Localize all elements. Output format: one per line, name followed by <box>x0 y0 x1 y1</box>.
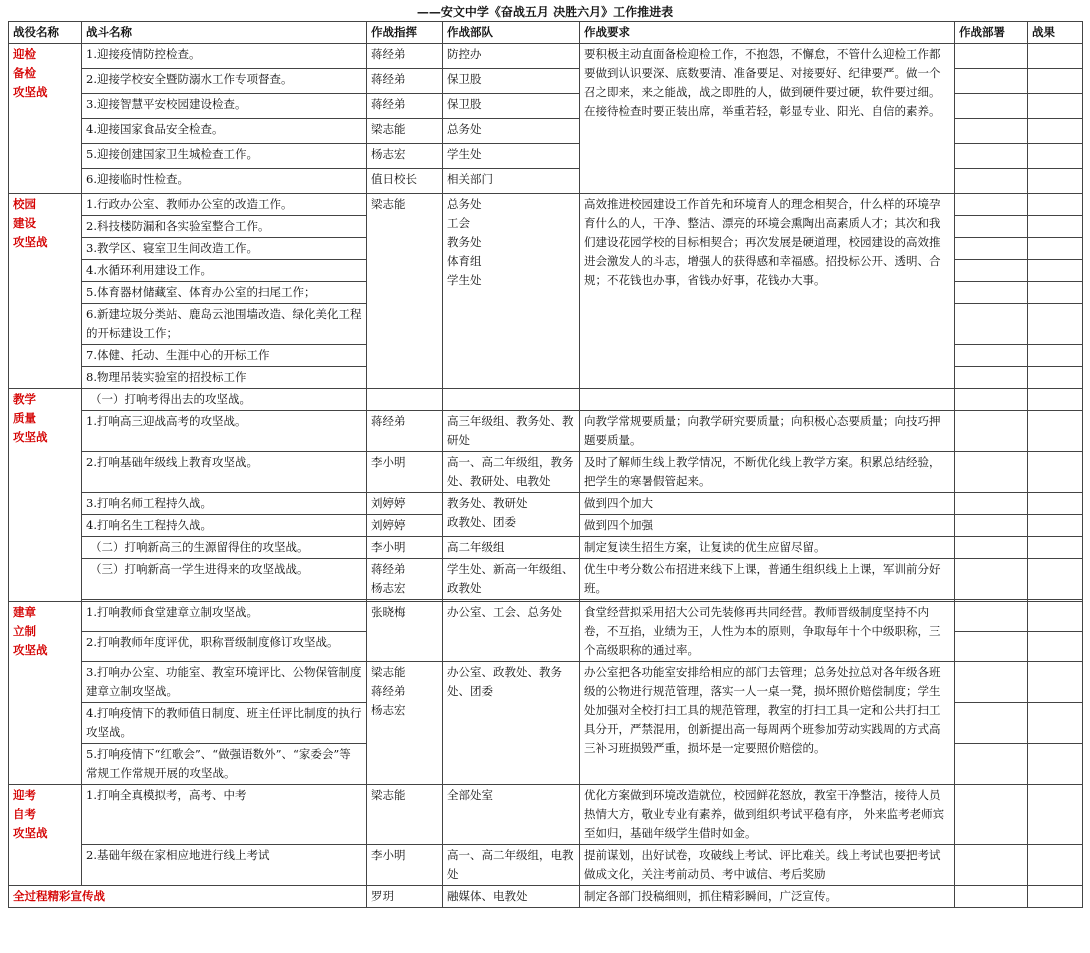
deployment-cell <box>955 69 1028 94</box>
requirement-cell: 做到四个加强 <box>580 515 955 537</box>
battle-name: 8.物理吊装实验室的招投标工作 <box>82 367 367 389</box>
battle-name: 5.体育器材储藏室、体育办公室的扫尾工作； <box>82 282 367 304</box>
deployment-cell <box>955 44 1028 69</box>
result-cell <box>1028 602 1083 632</box>
table-row <box>9 662 1083 703</box>
result-cell <box>1028 559 1083 600</box>
battle-name: 5.迎接创建国家卫生城检查工作。 <box>82 144 367 169</box>
table-row <box>9 44 1083 69</box>
document-title: ——安文中学《奋战五月 决胜六月》工作推进表 <box>416 5 674 19</box>
battle-name: 7.体健、托动、生涯中心的开标工作 <box>82 345 367 367</box>
campaign-name: 迎考 自考 攻坚战 <box>9 785 82 886</box>
header-deployment: 作战部署 <box>955 22 1028 44</box>
deployment-cell <box>955 119 1028 144</box>
deployment-cell <box>955 602 1028 632</box>
result-cell <box>1028 345 1083 367</box>
header-requirement: 作战要求 <box>580 22 955 44</box>
requirement-cell: 高效推进校园建设工作首先和环境育人的理念相契合，什么样的环境孕育什么的人，干净、整洁、漂亮的环境会熏陶出高素质人才；其次和我们建设花园学校的目标相契合；再次发展是硬道理，校园建设的高效推进会激发人的斗志，增强人的获得感和幸福感。招投标公开、透明、合规；不花钱也办事，省钱办好事，花钱办大事。 <box>580 194 955 389</box>
battle-name: 1.打响高三迎战高考的攻坚战。 <box>82 411 367 452</box>
result-cell <box>1028 144 1083 169</box>
header-result: 战果 <box>1028 22 1083 44</box>
team-cell: 学生处、新高一年级组、政教处 <box>443 559 580 600</box>
requirement-cell: 食堂经营拟采用招大公司先装修再共同经营。教师晋级制度坚持不内卷，不互掐，业绩为王，人性为本的原则，争取每年十个中级职称，三个高级职称的通过率。 <box>580 602 955 662</box>
table-row <box>9 886 1083 908</box>
deployment-cell <box>955 389 1028 411</box>
team-cell: 高一、高二年级组，电教处 <box>443 845 580 886</box>
team-cell: 保卫股 <box>443 69 580 94</box>
battle-name: 6.新建垃圾分类站、鹿岛云池围墙改造、绿化美化工程的开标建设工作； <box>82 304 367 345</box>
campaign-name: 建章 立制 攻坚战 <box>9 602 82 785</box>
result-cell <box>1028 304 1083 345</box>
campaign-name: 全过程精彩宣传战 <box>9 886 367 908</box>
battle-name: 5.打响疫情下“红歌会”、“做强语数外”、“家委会”等常规工作常规开展的攻坚战。 <box>82 744 367 785</box>
deployment-cell <box>955 452 1028 493</box>
battle-section: （一）打响考得出去的攻坚战。 <box>82 389 367 411</box>
battle-name: 3.打响办公室、功能室、教室环境评比、公物保管制度建章立制攻坚战。 <box>82 662 367 703</box>
result-cell <box>1028 537 1083 559</box>
deployment-cell <box>955 632 1028 662</box>
deployment-cell <box>955 411 1028 452</box>
commander-cell: 值日校长 <box>367 169 443 194</box>
commander-cell: 蒋经弟 <box>367 94 443 119</box>
result-cell <box>1028 367 1083 389</box>
battle-name: 3.打响名师工程持久战。 <box>82 493 367 515</box>
battle-name: 3.教学区、寝室卫生间改造工作。 <box>82 238 367 260</box>
commander-cell: 李小明 <box>367 845 443 886</box>
requirement-cell: 制定复读生招生方案，让复读的优生应留尽留。 <box>580 537 955 559</box>
commander-cell: 蒋经弟 <box>367 69 443 94</box>
result-cell <box>1028 703 1083 744</box>
battle-name: 2.科技楼防漏和各实验室整合工作。 <box>82 216 367 238</box>
deployment-cell <box>955 493 1028 515</box>
result-cell <box>1028 662 1083 703</box>
commander-cell: 杨志宏 <box>367 144 443 169</box>
battle-name: 4.打响名生工程持久战。 <box>82 515 367 537</box>
commander-cell: 蒋经弟 <box>367 44 443 69</box>
battle-name: 3.迎接智慧平安校园建设检查。 <box>82 94 367 119</box>
result-cell <box>1028 845 1083 886</box>
result-cell <box>1028 194 1083 216</box>
deployment-cell <box>955 703 1028 744</box>
commander-cell: 蒋经弟 <box>367 411 443 452</box>
requirement-cell: 及时了解师生线上教学情况，不断优化线上教学方案。积累总结经验，把学生的寒暑假管起来。 <box>580 452 955 493</box>
result-cell <box>1028 238 1083 260</box>
battle-name: 2.迎接学校安全暨防溺水工作专项督查。 <box>82 69 367 94</box>
campaign-name: 教学 质量 攻坚战 <box>9 389 82 602</box>
team-cell: 教务处、教研处 政教处、团委 <box>443 493 580 537</box>
battle-name: 2.打响基础年级线上教育攻坚战。 <box>82 452 367 493</box>
campaign-name: 校园 建设 攻坚战 <box>9 194 82 389</box>
deployment-cell <box>955 304 1028 345</box>
requirement-cell: 向教学常规要质量；向教学研究要质量；向积极心态要质量；向技巧押题要质量。 <box>580 411 955 452</box>
battle-name: 6.迎接临时性检查。 <box>82 169 367 194</box>
work-plan-table <box>8 21 1083 908</box>
result-cell <box>1028 886 1083 908</box>
table-row <box>9 602 1083 632</box>
deployment-cell <box>955 886 1028 908</box>
deployment-cell <box>955 194 1028 216</box>
requirement-cell: 办公室把各功能室安排给相应的部门去管理；总务处拉总对各年级各班级的公物进行规范管理，落实一人一桌一凳，损坏照价赔偿制度；学生处加强对全校打扫工具的规范管理，教室的打扫工具一定和公共打扫工具分开，严禁混用，创新提出高一每周两个班参加劳动实践周的方式高三补习班损毁严重，损坏是一定要照价赔偿的。 <box>580 662 955 785</box>
team-cell: 全部处室 <box>443 785 580 845</box>
commander-cell: 罗玥 <box>367 886 443 908</box>
deployment-cell <box>955 559 1028 600</box>
commander-cell: 梁志能 <box>367 119 443 144</box>
table-row <box>9 389 1083 411</box>
battle-name: 1.打响全真模拟考，高考、中考 <box>82 785 367 845</box>
table-row <box>9 452 1083 493</box>
battle-name: 4.水循环利用建设工作。 <box>82 260 367 282</box>
result-cell <box>1028 389 1083 411</box>
team-cell: 保卫股 <box>443 94 580 119</box>
requirement-cell <box>580 389 955 411</box>
battle-section: （二）打响新高三的生源留得住的攻坚战。 <box>82 537 367 559</box>
result-cell <box>1028 169 1083 194</box>
deployment-cell <box>955 94 1028 119</box>
result-cell <box>1028 452 1083 493</box>
battle-name: 1.打响教师食堂建章立制攻坚战。 <box>82 602 367 632</box>
result-cell <box>1028 216 1083 238</box>
deployment-cell <box>955 785 1028 845</box>
commander-cell: 梁志能 <box>367 194 443 389</box>
team-cell: 总务处 工会 教务处 体育组 学生处 <box>443 194 580 389</box>
battle-name: 2.基础年级在家相应地进行线上考试 <box>82 845 367 886</box>
team-cell: 学生处 <box>443 144 580 169</box>
table-row <box>9 493 1083 515</box>
team-cell <box>443 389 580 411</box>
commander-cell: 李小明 <box>367 452 443 493</box>
header-campaign: 战役名称 <box>9 22 82 44</box>
deployment-cell <box>955 345 1028 367</box>
team-cell: 融媒体、电教处 <box>443 886 580 908</box>
table-row <box>9 537 1083 559</box>
result-cell <box>1028 94 1083 119</box>
battle-name: 2.打响教师年度评优，职称晋级制度修订攻坚战。 <box>82 632 367 662</box>
battle-section: （三）打响新高一学生进得来的攻坚战战。 <box>82 559 367 600</box>
result-cell <box>1028 282 1083 304</box>
deployment-cell <box>955 282 1028 304</box>
commander-cell: 刘婷婷 <box>367 493 443 515</box>
deployment-cell <box>955 169 1028 194</box>
requirement-cell: 提前谋划，出好试卷，攻破线上考试、评比难关。线上考试也要把考试做成文化，关注考前动员、考中诚信、考后奖励 <box>580 845 955 886</box>
team-cell: 相关部门 <box>443 169 580 194</box>
table-header-row <box>9 22 1083 44</box>
deployment-cell <box>955 144 1028 169</box>
deployment-cell <box>955 845 1028 886</box>
requirement-cell: 优化方案做到环境改造就位，校园鲜花怒放，教室干净整洁，接待人员热情大方，敬业专业有素养，做到组织考试平稳有序， 外来监考老师宾至如归，基础年级学生借时如金。 <box>580 785 955 845</box>
team-cell: 总务处 <box>443 119 580 144</box>
team-cell: 办公室、工会、总务处 <box>443 602 580 662</box>
deployment-cell <box>955 367 1028 389</box>
team-cell: 防控办 <box>443 44 580 69</box>
commander-cell: 李小明 <box>367 537 443 559</box>
battle-name: 4.迎接国家食品安全检查。 <box>82 119 367 144</box>
deployment-cell <box>955 260 1028 282</box>
result-cell <box>1028 44 1083 69</box>
battle-name: 1.迎接疫情防控检查。 <box>82 44 367 69</box>
header-team: 作战部队 <box>443 22 580 44</box>
commander-cell: 刘婷婷 <box>367 515 443 537</box>
result-cell <box>1028 744 1083 785</box>
commander-cell <box>367 389 443 411</box>
table-row <box>9 194 1083 216</box>
requirement-cell: 做到四个加大 <box>580 493 955 515</box>
deployment-cell <box>955 238 1028 260</box>
commander-cell: 蒋经弟 杨志宏 <box>367 559 443 600</box>
deployment-cell <box>955 515 1028 537</box>
campaign-name: 迎检 备检 攻坚战 <box>9 44 82 194</box>
header-battle: 战斗名称 <box>82 22 367 44</box>
result-cell <box>1028 411 1083 452</box>
result-cell <box>1028 515 1083 537</box>
result-cell <box>1028 785 1083 845</box>
deployment-cell <box>955 537 1028 559</box>
result-cell <box>1028 632 1083 662</box>
result-cell <box>1028 493 1083 515</box>
deployment-cell <box>955 662 1028 703</box>
table-row <box>9 845 1083 886</box>
battle-name: 4.打响疫情下的教师值日制度、班主任评比制度的执行攻坚战。 <box>82 703 367 744</box>
requirement-cell: 制定各部门投稿细则，抓住精彩瞬间，广泛宣传。 <box>580 886 955 908</box>
commander-cell: 梁志能 蒋经弟 杨志宏 <box>367 662 443 785</box>
team-cell: 高一、高二年级组，教务处、教研处、电教处 <box>443 452 580 493</box>
table-row <box>9 559 1083 600</box>
deployment-cell <box>955 216 1028 238</box>
header-commander: 作战指挥 <box>367 22 443 44</box>
commander-cell: 张晓梅 <box>367 602 443 662</box>
requirement-cell: 优生中考分数公布招进来线下上课，普通生组织线上上课，军训前分好班。 <box>580 559 955 600</box>
deployment-cell <box>955 744 1028 785</box>
result-cell <box>1028 69 1083 94</box>
result-cell <box>1028 260 1083 282</box>
table-row <box>9 411 1083 452</box>
team-cell: 高三年级组、教务处、教研处 <box>443 411 580 452</box>
battle-name: 1.行政办公室、教师办公室的改造工作。 <box>82 194 367 216</box>
team-cell: 高二年级组 <box>443 537 580 559</box>
table-row <box>9 785 1083 845</box>
result-cell <box>1028 119 1083 144</box>
commander-cell: 梁志能 <box>367 785 443 845</box>
requirement-cell: 要积极主动直面备检迎检工作，不抱怨，不懈怠，不管什么迎检工作都要做到认识要深、底数要清、准备要足、对接要好、纪律要严。做一个召之即来，来之能战，战之即胜的人，做到硬件要过硬，软件要过细。在接待检查时要正装出席，举重若轻，彰显专业、阳光、自信的素养。 <box>580 44 955 194</box>
team-cell: 办公室、政教处、教务处、团委 <box>443 662 580 785</box>
